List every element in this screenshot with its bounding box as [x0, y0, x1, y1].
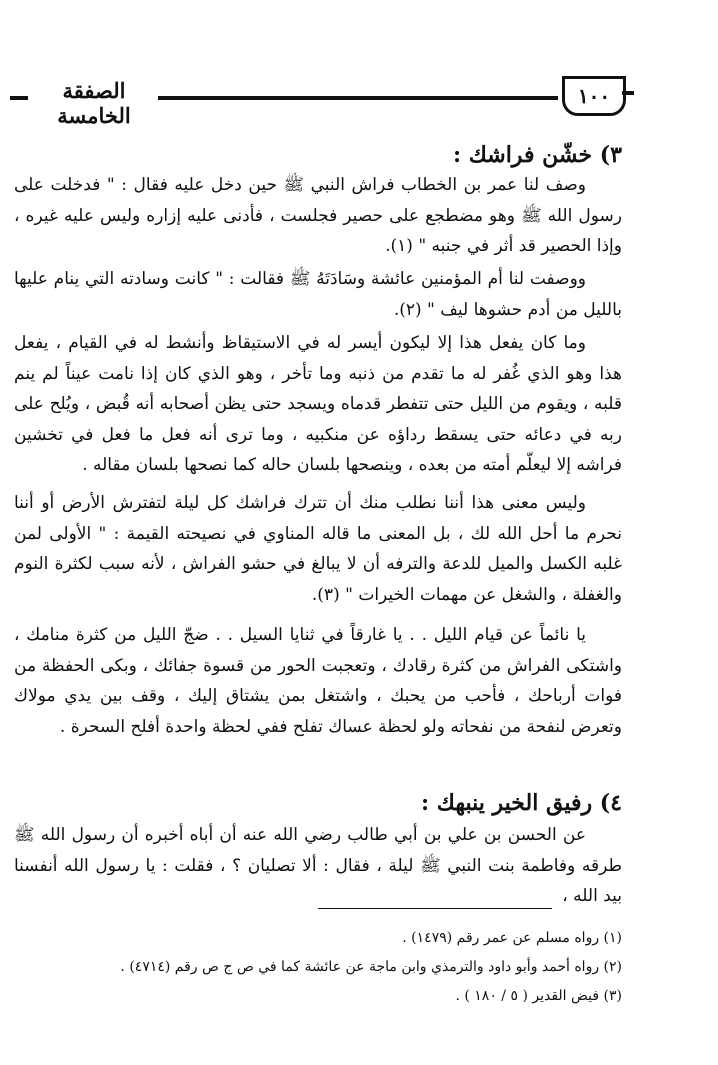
footnote-3: (٣) فيض القدير ( ٥ / ١٨٠ ) .: [455, 988, 622, 1004]
footnote-2: (٢) رواه أحمد وأبو داود والترمذي وابن ماجة عن عائشة كما في ص ج ص رقم (٤٧١٤) .: [120, 959, 622, 975]
footnote-divider: [318, 908, 552, 909]
page-number: ١٠٠: [562, 76, 626, 116]
paragraph-3: وما كان يفعل هذا إلا ليكون أيسر له في الاستيقاظ وأنشط له في القيام ، يفعل هذا وهو الذي غُفر له ما تقدم من ذنبه وما تأخر ، وهو الذي كان إذا نامت عيناً لم ينم قلبه ، ويقوم من الليل حتى تتفطر قدماه ويسجد حتى يظن أصحابه أنه قُبض ، ويُلح على ربه في دعائه حتى يسقط رداؤه عن منكبيه ، وما ترى أنه فعل ما فعل في تخشين فراشه إلا ليعلّم أمته من بعده ، وينصحها بلسان حاله كما نصحها بلسان مقاله .: [14, 333, 622, 476]
paragraph-2: ووصفت لنا أم المؤمنين عائشة وسَادَتَهُ ﷺ فقالت : " كانت وسادته التي ينام عليها بالليل من أدم حشوها ليف " (٢).: [14, 269, 622, 320]
header-rule-cap: [622, 91, 634, 95]
section-heading-3: ٣) خشّن فراشك :: [452, 142, 622, 168]
header-rule-right: [158, 96, 558, 100]
footnote-1: (١) رواه مسلم عن عمر رقم (١٤٧٩) .: [402, 930, 622, 946]
paragraph-5: يا نائماً عن قيام الليل . . يا غارقاً في ثنايا السيل . . ضجّ الليل من كثرة منامك ، واشتكى الفراش من كثرة رقادك ، وتعجبت الحور من قسوة جفائك ، وبكى الحفظة من فوات أرباحك ، فأحب من يحبك ، واشتغل بمن يشتاق إليك ، وقف بين يدي مولاك وتعرض لنفحة من نفحاته ولو لحظة عساك تفلح ففي لحظة واحدة أفلح السحرة .: [14, 625, 622, 737]
footnotes: [40, 924, 622, 1011]
paragraph-1: وصف لنا عمر بن الخطاب فراش النبي ﷺ حين دخل عليه فقال : " فدخلت على رسول الله ﷺ وهو مضطجع على حصير فجلست ، فأدنى عليه إزاره وليس عليه غيره ، وإذا الحصير قد أثر في جنبه " (١).: [14, 175, 622, 257]
page-header: [10, 78, 622, 128]
section-heading-4: ٤) رفيق الخير ينبهك :: [421, 790, 622, 816]
paragraph-6: عن الحسن بن علي بن أبي طالب رضي الله عنه أن أباه أخبره أن رسول الله ﷺ طرقه وفاطمة بنت النبي ﷺ ليلة ، فقال : ألا تصليان ؟ ، فقلت : يا رسول الله أنفسنا بيد الله ،: [14, 825, 622, 907]
header-rule-left: [10, 96, 28, 100]
chapter-title: الصفقة الخامسة: [57, 78, 131, 128]
paragraph-4: وليس معنى هذا أننا نطلب منك أن تترك فراشك كل ليلة لتفترش الأرض أو أننا نحرم ما أحل الله لك ، بل المعنى ما قاله المناوي في نصيحته القيمة : " الأولى لمن غلبه الكسل والميل للدعة والترفه أن لا يبالغ في حشو الفراش ، لأنه سبب لكثرة النوم والغفلة ، والشغل عن مهمات الخيرات " (٣).: [14, 493, 622, 605]
